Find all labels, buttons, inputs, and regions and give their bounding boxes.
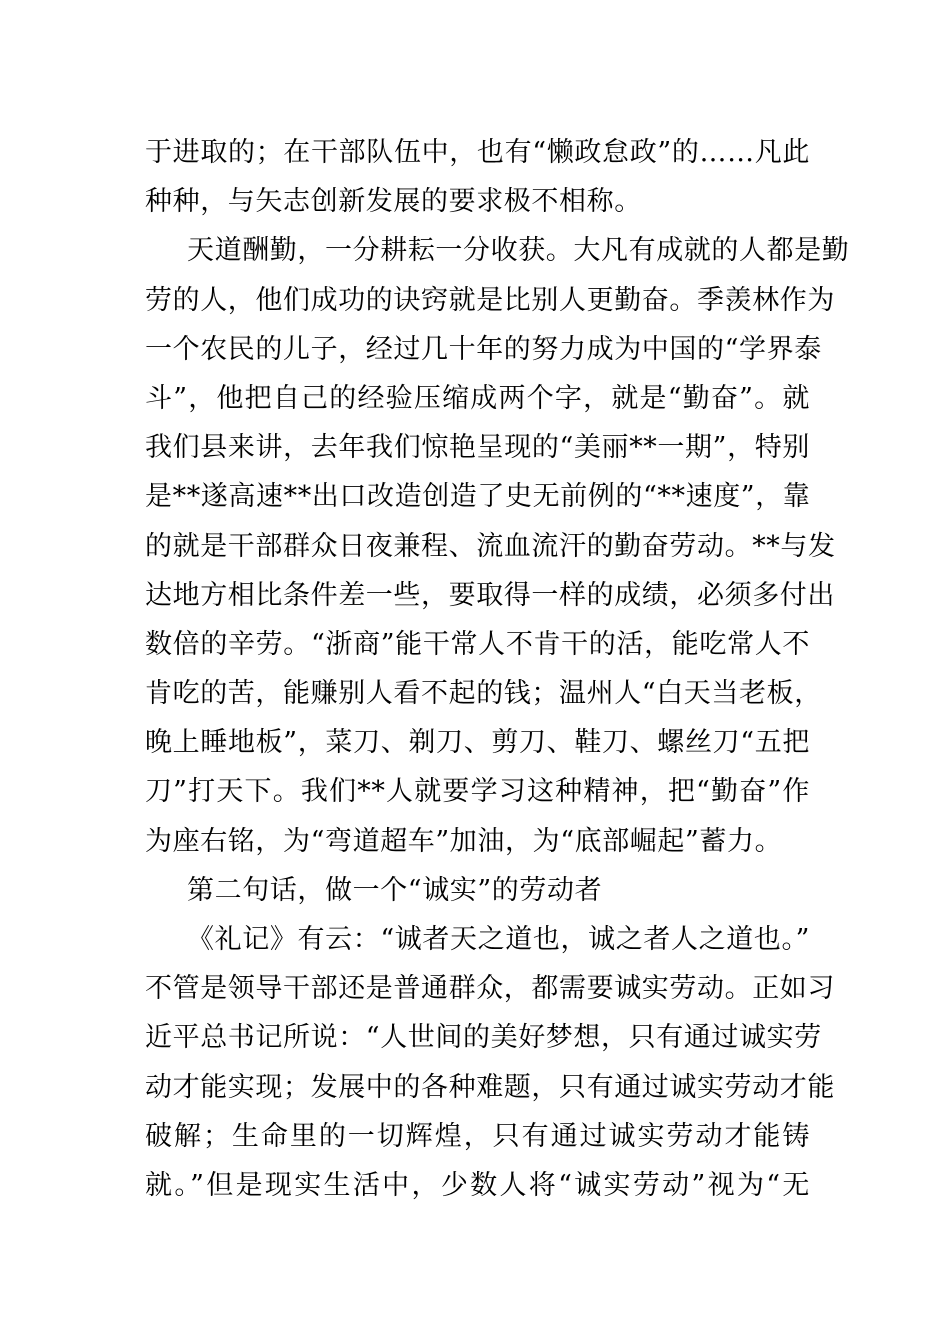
text-line: 一个农民的儿子，经过几十年的努力成为中国的“学界泰: [145, 333, 822, 365]
text-line: 是**遂高速**出口改造创造了史无前例的“**速度”，靠: [145, 481, 811, 513]
text-line: 刀”打天下。我们**人就要学习这种精神，把“勤奋”作: [145, 776, 810, 808]
text-line: 于进取的；在干部队伍中，也有“懒政怠政”的……凡此: [145, 137, 810, 168]
text-line: 近平总书记所说：“人世间的美好梦想，只有通过诚实劳: [145, 1022, 822, 1054]
text-line: 为座右铭，为“弯道超车”加油，为“底部崛起”蓄力。: [145, 825, 783, 857]
text-line: 肯吃的苦，能赚别人看不起的钱；温州人“白天当老板，: [145, 678, 822, 710]
text-line: 破解；生命里的一切辉煌，只有通过诚实劳动才能铸: [145, 1120, 810, 1152]
text-line: 就。”但是现实生活中，少数人将“诚实劳动”视为“无: [145, 1169, 810, 1201]
text-line: 斗”，他把自己的经验压缩成两个字，就是“勤奋”。就: [145, 382, 810, 414]
text-line: 第二句话，做一个“诚实”的劳动者: [187, 874, 603, 906]
text-line: 我们县来讲，去年我们惊艳呈现的“美丽**一期”，特别: [145, 432, 810, 464]
text-line: 不管是领导干部还是普通群众，都需要诚实劳动。正如习: [145, 973, 835, 1005]
text-line: 的就是干部群众日夜兼程、流血流汗的勤奋劳动。**与发: [145, 530, 836, 562]
text-line: 数倍的辛劳。“浙商”能干常人不肯干的活，能吃常人不: [145, 628, 810, 660]
text-line: 达地方相比条件差一些，要取得一样的成绩，必须多付出: [145, 579, 835, 611]
text-line: 劳的人，他们成功的诀窍就是比别人更勤奋。季羡林作为: [145, 284, 835, 316]
text-line: 天道酬勤，一分耕耘一分收获。大凡有成就的人都是勤: [187, 235, 850, 267]
text-line: 晚上睡地板”，菜刀、剃刀、剪刀、鞋刀、螺丝刀“五把: [145, 727, 810, 759]
document-body: [145, 128, 850, 1210]
text-line: 种种，与矢志创新发展的要求极不相称。: [145, 186, 642, 218]
text-line: 《礼记》有云：“诚者天之道也，诚之者人之道也。”: [187, 924, 810, 955]
text-line: 动才能实现；发展中的各种难题，只有通过诚实劳动才能: [145, 1071, 835, 1103]
